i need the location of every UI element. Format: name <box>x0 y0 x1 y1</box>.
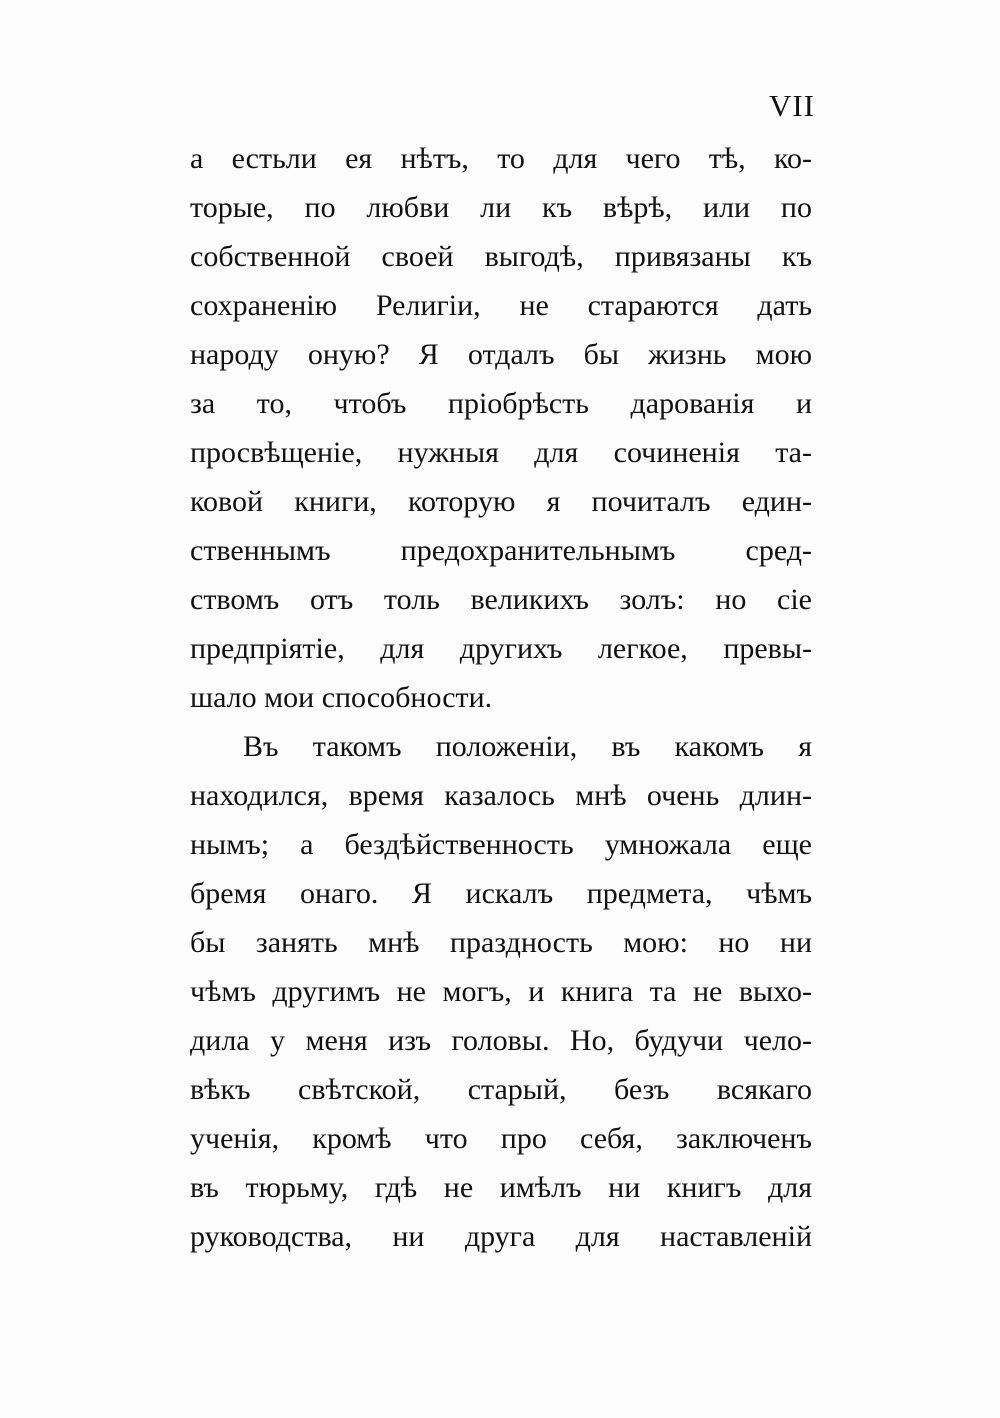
text-line: просвѣщеніе, нужныя для сочиненія та- <box>190 436 812 469</box>
text-line: ственнымъ предохранительнымъ сред- <box>190 534 812 567</box>
text-line: ученія, кромѣ что про себя, заключенъ <box>190 1122 812 1155</box>
text-line: торые, по любви ли къ вѣрѣ, или по <box>190 191 812 224</box>
text-line: дила у меня изъ головы. Но, будучи чело- <box>190 1024 812 1057</box>
paragraph-1 <box>190 134 812 722</box>
text-line: чѣмъ другимъ не могъ, и книга та не выхо- <box>190 975 812 1008</box>
text-line: сохраненію Религіи, не стараются дать <box>190 289 812 322</box>
text-line: а естьли ея нѣтъ, то для чего тѣ, ко- <box>190 142 812 175</box>
text-line: собственной своей выгодѣ, привязаны къ <box>190 240 812 273</box>
text-line: за то, чтобъ пріобрѣсть дарованія и <box>190 387 812 420</box>
text-line: бы занять мнѣ праздность мою: но ни <box>190 926 812 959</box>
text-line: народу оную? Я отдалъ бы жизнь мою <box>190 338 812 371</box>
text-line: ковой книги, которую я почиталъ един- <box>190 485 812 518</box>
text-line: ствомъ отъ толь великихъ золъ: но сіе <box>190 583 812 616</box>
text-line: бремя онаго. Я искалъ предмета, чѣмъ <box>190 877 812 910</box>
text-line: руководства, ни друга для наставленій <box>190 1220 812 1253</box>
text-line: Въ такомъ положеніи, въ какомъ я <box>243 730 812 763</box>
text-line: въ тюрьму, гдѣ не имѣлъ ни книгъ для <box>190 1171 812 1204</box>
paragraph-2 <box>190 722 812 1261</box>
text-line: нымъ; а бездѣйственность умножала еще <box>190 828 812 861</box>
text-line: находился, время казалось мнѣ очень длин- <box>190 779 812 812</box>
page-number: VII <box>768 88 815 123</box>
text-line: шало мои способности. <box>190 681 493 714</box>
text-line: предпріятіе, для другихъ легкое, превы- <box>190 632 812 665</box>
text-line: вѣкъ свѣтской, старый, безъ всякаго <box>190 1073 812 1106</box>
